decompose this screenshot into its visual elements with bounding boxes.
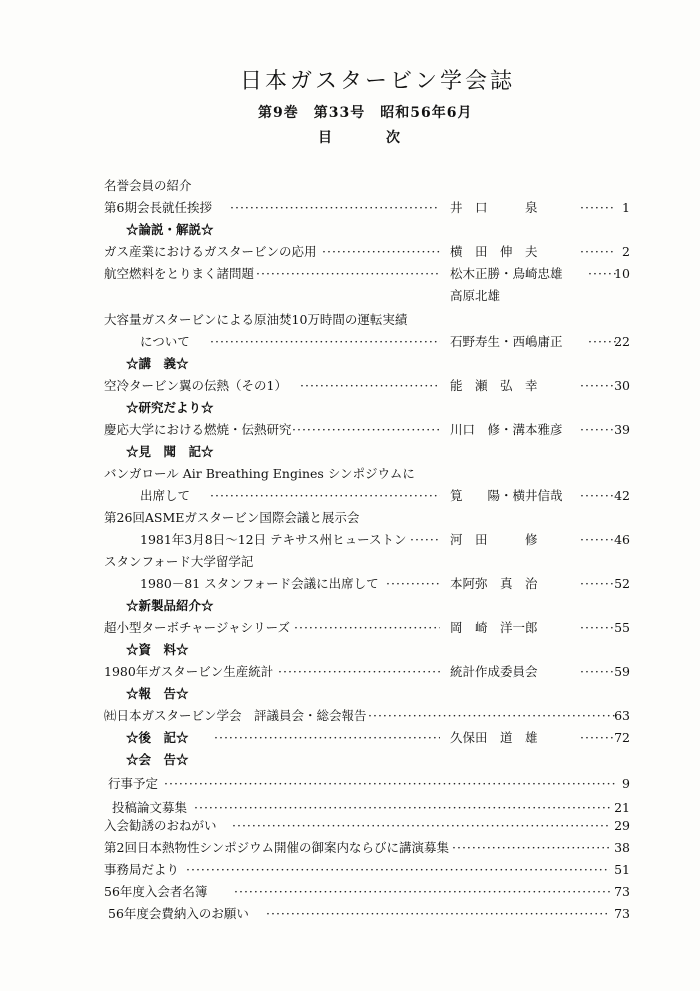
toc-title[interactable]: ㈳日本ガスタービン学会 評議員会・総会報告 [104,708,367,723]
leader-dots [300,378,440,394]
leader-dots [186,862,610,878]
toc-page: 10 [614,266,630,281]
toc-title[interactable]: 名誉会員の紹介 [104,178,192,193]
toc-author: 高原北雄 [450,288,501,303]
toc-author: 岡 崎 洋一郎 [450,620,538,635]
toc-title[interactable]: 第2回日本熱物性シンポジウム開催の御案内ならびに講演募集 [104,840,450,855]
section-heading: ☆新製品紹介☆ [126,598,214,613]
toc-page: 30 [614,378,630,393]
issue-info: 第9巻 第33号 昭和56年6月 [258,105,473,121]
toc-title[interactable]: 航空燃料をとりまく諸問題 [104,266,255,281]
section-heading[interactable]: ☆後 記☆ [126,730,189,745]
toc-title[interactable]: 大容量ガスタービンによる原油焚10万時間の運転実績 [104,312,408,327]
toc-page: 73 [614,906,630,921]
toc-title[interactable]: 入会勧誘のおねがい [104,818,217,833]
toc-author: 能 瀬 弘 幸 [450,378,538,393]
section-heading: ☆資 料☆ [126,642,189,657]
section-heading: ☆論説・解説☆ [126,222,214,237]
toc-author: 筧 陽・横井信哉 [450,488,563,503]
toc-title[interactable]: 空冷タービン翼の伝熱（その1） [104,378,287,393]
toc-page: 21 [614,800,630,815]
toc-author: 井 口 泉 [450,200,538,215]
section-heading: ☆研究だより☆ [126,400,214,415]
toc-page: 55 [614,620,630,635]
toc-title[interactable]: 1980－81 スタンフォード会議に出席して [140,576,379,591]
contents-heading: 目 次 [318,130,420,146]
journal-title: 日本ガスタービン学会誌 [240,69,516,94]
toc-title[interactable]: 第26回ASMEガスタービン国際会議と展示会 [104,510,360,525]
leader-dots [214,730,440,746]
toc-page: 9 [622,776,630,791]
leader-dots [368,708,616,724]
toc-title[interactable]: について [140,334,190,349]
leader-dots [210,488,440,504]
toc-page: 63 [614,708,630,723]
toc-title[interactable]: 慶応大学における燃焼・伝熱研究 [104,422,292,437]
toc-page: 51 [614,862,630,877]
section-heading: ☆報 告☆ [126,686,189,701]
toc-title[interactable]: 1980年ガスタービン生産統計 [104,664,274,679]
leader-dots [266,906,610,922]
leader-dots [164,776,616,792]
leader-dots [234,884,610,900]
toc-title[interactable]: 投稿論文募集 [112,800,188,815]
toc-page: 52 [614,576,630,591]
toc-author: 川口 修・溝本雅彦 [450,422,563,437]
toc-title[interactable]: 行事予定 [108,776,159,791]
leader-dots [278,664,440,680]
leader-dots [194,800,610,816]
leader-dots [292,422,440,438]
toc-title[interactable]: ガス産業におけるガスタービンの応用 [104,244,317,259]
section-heading: ☆見 聞 記☆ [126,444,214,459]
toc-author: 本阿弥 真 治 [450,576,538,591]
leader-dots [386,576,440,592]
toc-page: 42 [614,488,630,503]
toc-title[interactable]: 超小型ターボチャージャシリーズ [104,620,291,635]
toc-page: 73 [614,884,630,899]
toc-page: 38 [614,840,630,855]
toc-page: 1 [622,200,630,215]
toc-author: 河 田 修 [450,532,538,547]
toc-page: 2 [622,244,630,259]
toc-title[interactable]: 事務局だより [104,862,180,877]
toc-page: 72 [614,730,630,745]
toc-author: 久保田 道 雄 [450,730,538,745]
leader-dots [322,244,440,260]
toc-page: 39 [614,422,630,437]
leader-dots [230,200,440,216]
leader-dots [452,840,610,856]
toc-page: 59 [614,664,630,679]
toc-title[interactable]: 出席して [140,488,191,503]
leader-dots [256,266,440,282]
leader-dots [294,620,440,636]
toc-page: 22 [614,334,630,349]
leader-dots [232,818,610,834]
toc-author: 石野寿生・西嶋庸正 [450,334,563,349]
toc-author: 松木正勝・鳥崎忠雄 [450,266,563,281]
toc-title[interactable]: 56年度会費納入のお願い [108,906,249,921]
toc-title[interactable]: 1981年3月8日～12日 テキサス州ヒューストン [140,532,407,547]
section-heading: ☆講 義☆ [126,356,189,371]
leader-dots [410,532,440,548]
leader-dots [210,334,440,350]
toc-title[interactable]: バンガロール Air Breathing Engines シンポジウムに [104,466,415,481]
toc-title[interactable]: 56年度入会者名簿 [104,884,208,899]
toc-author: 統計作成委員会 [450,664,538,679]
toc-title[interactable]: 第6期会長就任挨拶 [104,200,212,215]
toc-title[interactable]: スタンフォード大学留学記 [104,554,254,569]
toc-page: 46 [614,532,630,547]
toc-page: 29 [614,818,630,833]
section-heading: ☆会 告☆ [126,752,189,767]
toc-author: 横 田 伸 夫 [450,244,538,259]
